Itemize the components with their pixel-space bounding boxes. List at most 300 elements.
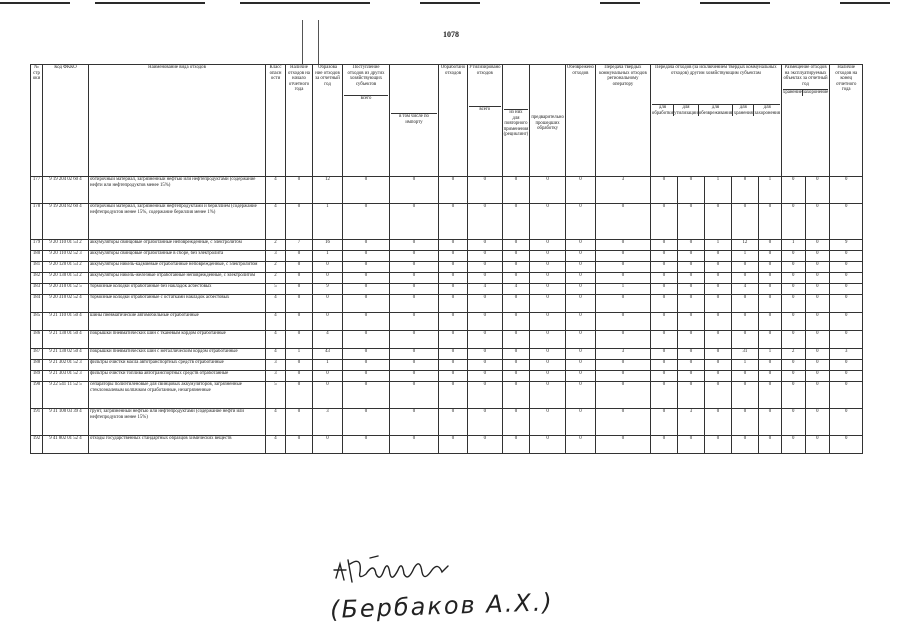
value-cell: 0 xyxy=(390,273,439,284)
header-t-process: для обработки xyxy=(651,105,674,116)
table-row xyxy=(31,371,863,382)
value-cell: 43 xyxy=(313,349,343,360)
header-utilized-pre-label: предварительно прошедших обработку xyxy=(531,115,564,132)
value-cell: 0 xyxy=(343,382,390,409)
header-received-total xyxy=(343,65,390,177)
table-row xyxy=(31,240,863,251)
value-cell: 0 xyxy=(286,371,313,382)
row-number: 181 xyxy=(31,262,43,273)
value-cell: 0 xyxy=(677,262,704,273)
value-cell: 0 xyxy=(805,273,830,284)
header-received-total-label: всего xyxy=(344,95,388,102)
value-cell: 0 xyxy=(313,436,343,454)
value-cell: 0 xyxy=(502,409,530,436)
waste-name: покрышки пневматических шин с металлическим кордом отработанные xyxy=(89,349,266,360)
value-cell: 0 xyxy=(677,331,704,349)
value-cell: 0 xyxy=(805,331,830,349)
header-name: Наименование вида отходов xyxy=(89,65,266,177)
table-row xyxy=(31,382,863,409)
value-cell: 0 xyxy=(565,240,595,251)
value-cell: 0 xyxy=(468,177,503,204)
fkko-code: 9 22 541 11 52 5 xyxy=(43,382,89,409)
table-row xyxy=(31,177,863,204)
header-utilized-reuse-label: для повторного применения (рециклинг) xyxy=(503,115,529,138)
value-cell: 0 xyxy=(343,177,390,204)
value-cell: 0 xyxy=(704,295,731,313)
value-cell: 0 xyxy=(731,262,758,273)
value-cell: 0 xyxy=(439,240,468,251)
value-cell: 0 xyxy=(650,349,677,360)
fkko-code: 9 31 100 03 39 4 xyxy=(43,409,89,436)
fkko-code: 9 20 110 02 52 3 xyxy=(43,251,89,262)
value-cell: 1 xyxy=(731,360,758,371)
value-cell: 0 xyxy=(781,177,805,204)
value-cell: 0 xyxy=(595,436,650,454)
value-cell: 0 xyxy=(502,240,530,251)
header-received: Поступление отходов из других хозяйствующих субъектов xyxy=(347,65,385,87)
value-cell: 0 xyxy=(439,331,468,349)
value-cell: 0 xyxy=(704,204,731,240)
fkko-code: 9 21 130 01 50 4 xyxy=(43,331,89,349)
header-class: Класс опасн ости xyxy=(266,65,286,177)
value-cell: 0 xyxy=(781,331,805,349)
value-cell: 0 xyxy=(530,382,566,409)
value-cell: 0 xyxy=(502,331,530,349)
row-number: 192 xyxy=(31,436,43,454)
value-cell: 0 xyxy=(343,371,390,382)
table-row xyxy=(31,360,863,371)
value-cell: 0 xyxy=(758,360,781,371)
value-cell: 7 xyxy=(286,240,313,251)
waste-name: аккумуляторы свинцовые отработанные неповрежденные, с электролитом xyxy=(89,240,266,251)
value-cell: 0 xyxy=(805,295,830,313)
value-cell: 0 xyxy=(758,295,781,313)
waste-name: фильтры очистки топлива автотранспортных средств отработанные xyxy=(89,371,266,382)
fkko-code: 9 20 310 01 52 5 xyxy=(43,284,89,295)
value-cell: 0 xyxy=(677,273,704,284)
value-cell: 0 xyxy=(530,436,566,454)
value-cell: 0 xyxy=(286,295,313,313)
value-cell: 0 xyxy=(565,331,595,349)
header-code: Код ФККО xyxy=(43,65,89,177)
value-cell: 0 xyxy=(731,436,758,454)
value-cell: 0 xyxy=(468,295,503,313)
value-cell: 0 xyxy=(530,313,566,331)
value-cell: 0 xyxy=(595,204,650,240)
value-cell: 0 xyxy=(805,240,830,251)
header-utilized: Утилизировано отходов xyxy=(469,65,501,76)
header-placed-label: Размещение отходов на эксплуатируемых объектах за отчетный год xyxy=(783,65,828,87)
value-cell: 0 xyxy=(390,331,439,349)
value-cell: 3 xyxy=(677,409,704,436)
row-number: 184 xyxy=(31,295,43,313)
value-cell: 0 xyxy=(530,349,566,360)
value-cell: 3 xyxy=(595,177,650,204)
value-cell: 0 xyxy=(805,262,830,273)
value-cell: 0 xyxy=(468,371,503,382)
value-cell: 0 xyxy=(565,360,595,371)
value-cell: 0 xyxy=(439,251,468,262)
value-cell: 3 xyxy=(266,371,286,382)
value-cell: 0 xyxy=(565,382,595,409)
value-cell: 0 xyxy=(313,295,343,313)
value-cell: 0 xyxy=(595,240,650,251)
value-cell: 0 xyxy=(565,295,595,313)
value-cell: 1 xyxy=(731,251,758,262)
top-rule-5 xyxy=(600,2,640,4)
value-cell: 0 xyxy=(502,360,530,371)
value-cell: 0 xyxy=(677,313,704,331)
value-cell: 0 xyxy=(530,371,566,382)
row-number: 191 xyxy=(31,409,43,436)
top-rule-1 xyxy=(0,2,70,4)
value-cell: 0 xyxy=(595,262,650,273)
waste-name: фильтры очистки масла автотранспортных средств отработанные xyxy=(89,360,266,371)
value-cell: 0 xyxy=(704,284,731,295)
value-cell: 0 xyxy=(758,273,781,284)
value-cell: 0 xyxy=(439,349,468,360)
value-cell: 0 xyxy=(781,262,805,273)
value-cell: 0 xyxy=(565,313,595,331)
value-cell: 0 xyxy=(468,262,503,273)
value-cell: 8 xyxy=(731,177,758,204)
value-cell: 0 xyxy=(502,382,530,409)
value-cell: 0 xyxy=(565,251,595,262)
value-cell: 3 xyxy=(266,360,286,371)
fkko-code: 9 20 110 01 53 2 xyxy=(43,240,89,251)
header-utilized-total-label: всего xyxy=(469,106,501,113)
value-cell: 0 xyxy=(286,436,313,454)
value-cell: 0 xyxy=(565,177,595,204)
value-cell: 0 xyxy=(439,371,468,382)
value-cell: 0 xyxy=(781,284,805,295)
waste-name: обтирочный материал, загрязненный нефтепродуктами и бериллием (содержание нефтепродуктов менее 15%, содержание бериллия менее 1%) xyxy=(89,204,266,240)
value-cell: 0 xyxy=(343,436,390,454)
top-rule-2 xyxy=(95,2,205,4)
value-cell: 0 xyxy=(650,273,677,284)
value-cell: 0 xyxy=(390,177,439,204)
value-cell: 4 xyxy=(266,204,286,240)
value-cell: 0 xyxy=(390,295,439,313)
value-cell: 0 xyxy=(650,331,677,349)
waste-table xyxy=(30,64,863,454)
value-cell: 0 xyxy=(439,262,468,273)
value-cell: 0 xyxy=(704,349,731,360)
value-cell: 0 xyxy=(758,382,781,409)
value-cell: 0 xyxy=(805,349,830,360)
value-cell: 0 xyxy=(758,313,781,331)
value-cell: 0 xyxy=(758,331,781,349)
value-cell: 0 xyxy=(343,313,390,331)
waste-name: аккумуляторы свинцовые отработанные в сборе, без электролита xyxy=(89,251,266,262)
value-cell: 0 xyxy=(731,204,758,240)
value-cell: 0 xyxy=(731,382,758,409)
value-cell: 0 xyxy=(313,313,343,331)
row-number: 183 xyxy=(31,284,43,295)
value-cell: 0 xyxy=(565,273,595,284)
value-cell: 0 xyxy=(650,382,677,409)
waste-name: аккумуляторы никель-железные отработанные неповрежденные, с электролитом xyxy=(89,273,266,284)
header-p-bury: захоронение xyxy=(802,90,829,96)
value-cell: 0 xyxy=(758,436,781,454)
value-cell: 0 xyxy=(781,251,805,262)
waste-name: грунт, загрязненный нефтью или нефтепродуктами (содержание нефти или нефтепродуктов менее 15%) xyxy=(89,409,266,436)
row-number: 180 xyxy=(31,251,43,262)
value-cell: 0 xyxy=(530,284,566,295)
header-transfer xyxy=(650,65,781,177)
waste-name: аккумуляторы никель-кадмиевые отработанные неповрежденные, с электролитом xyxy=(89,262,266,273)
value-cell: 0 xyxy=(830,313,863,331)
value-cell: 0 xyxy=(677,436,704,454)
waste-name: покрышки пневматических шин с тканевым кордом отработанные xyxy=(89,331,266,349)
value-cell: 4 xyxy=(731,284,758,295)
value-cell: 0 xyxy=(502,273,530,284)
header-regional: Передача твердых коммунальных отходов региональному оператору xyxy=(595,65,650,177)
row-number: 186 xyxy=(31,331,43,349)
value-cell: 0 xyxy=(704,313,731,331)
value-cell: 0 xyxy=(677,360,704,371)
header-t-util: для утилизации xyxy=(674,105,698,116)
value-cell: 0 xyxy=(468,313,503,331)
value-cell: 0 xyxy=(677,295,704,313)
value-cell: 4 xyxy=(266,349,286,360)
table-row xyxy=(31,436,863,454)
value-cell: 0 xyxy=(704,360,731,371)
value-cell: 0 xyxy=(704,273,731,284)
value-cell: 0 xyxy=(758,251,781,262)
value-cell: 0 xyxy=(704,382,731,409)
value-cell: 0 xyxy=(502,313,530,331)
table-row xyxy=(31,204,863,240)
value-cell: 1 xyxy=(286,349,313,360)
value-cell: 0 xyxy=(343,273,390,284)
handwritten-signature xyxy=(330,552,480,592)
value-cell: 1 xyxy=(313,251,343,262)
header-processed: Обработано отходов xyxy=(439,65,468,177)
value-cell: 0 xyxy=(677,204,704,240)
header-placed xyxy=(781,65,829,177)
value-cell: 0 xyxy=(439,436,468,454)
value-cell: 0 xyxy=(830,273,863,284)
value-cell: 0 xyxy=(758,262,781,273)
header-t-bury: для захоронения xyxy=(754,105,780,116)
value-cell: 0 xyxy=(468,273,503,284)
table-row xyxy=(31,273,863,284)
value-cell: 4 xyxy=(313,331,343,349)
value-cell: 0 xyxy=(805,360,830,371)
value-cell: 1 xyxy=(704,177,731,204)
value-cell: 0 xyxy=(781,409,805,436)
value-cell: 4 xyxy=(266,331,286,349)
waste-name: тормозные колодки отработанные без накладок асбестовых xyxy=(89,284,266,295)
waste-name: шины пневматические автомобильные отработанные xyxy=(89,313,266,331)
value-cell: 0 xyxy=(439,313,468,331)
row-number: 189 xyxy=(31,371,43,382)
value-cell: 0 xyxy=(286,409,313,436)
value-cell: 0 xyxy=(758,204,781,240)
value-cell: 0 xyxy=(830,251,863,262)
value-cell: 0 xyxy=(830,331,863,349)
value-cell: 0 xyxy=(781,360,805,371)
value-cell: 0 xyxy=(343,284,390,295)
value-cell: 0 xyxy=(830,371,863,382)
value-cell: 0 xyxy=(286,313,313,331)
value-cell: 4 xyxy=(468,284,503,295)
waste-name: обтирочный материал, загрязненный нефтью или нефтепродуктами (содержание нефти или нефтепродуктов менее 15%) xyxy=(89,177,266,204)
value-cell: 0 xyxy=(758,409,781,436)
value-cell: 0 xyxy=(468,204,503,240)
header-received-import xyxy=(390,65,439,177)
value-cell: 0 xyxy=(468,382,503,409)
value-cell: 0 xyxy=(595,273,650,284)
value-cell: 0 xyxy=(781,204,805,240)
header-received-import-label: в том числе по импорту xyxy=(391,113,437,125)
value-cell: 0 xyxy=(390,251,439,262)
value-cell: 0 xyxy=(390,382,439,409)
fkko-code: 9 21 110 01 50 4 xyxy=(43,313,89,331)
value-cell: 1 xyxy=(313,360,343,371)
value-cell: 2 xyxy=(266,273,286,284)
row-number: 188 xyxy=(31,360,43,371)
binding-mark-2 xyxy=(318,20,319,64)
value-cell: 0 xyxy=(704,331,731,349)
value-cell: 0 xyxy=(595,382,650,409)
value-cell: 0 xyxy=(731,295,758,313)
value-cell: 0 xyxy=(530,262,566,273)
value-cell: 0 xyxy=(530,251,566,262)
value-cell: 0 xyxy=(830,436,863,454)
value-cell: 0 xyxy=(390,313,439,331)
value-cell: 0 xyxy=(650,240,677,251)
value-cell: 0 xyxy=(439,284,468,295)
value-cell: 0 xyxy=(650,177,677,204)
value-cell: 0 xyxy=(502,295,530,313)
fkko-code: 9 20 120 01 53 2 xyxy=(43,262,89,273)
value-cell: 0 xyxy=(468,240,503,251)
value-cell: 0 xyxy=(468,409,503,436)
value-cell: 0 xyxy=(343,409,390,436)
table-row xyxy=(31,251,863,262)
value-cell: 0 xyxy=(565,349,595,360)
value-cell: 0 xyxy=(390,409,439,436)
value-cell: 12 xyxy=(731,240,758,251)
value-cell: 0 xyxy=(650,204,677,240)
value-cell: 0 xyxy=(595,313,650,331)
value-cell: 0 xyxy=(343,360,390,371)
table-row xyxy=(31,313,863,331)
value-cell: 0 xyxy=(439,409,468,436)
value-cell: 0 xyxy=(677,284,704,295)
value-cell: 0 xyxy=(650,295,677,313)
value-cell: 0 xyxy=(677,382,704,409)
header-num: № стр оки xyxy=(31,65,43,177)
value-cell: 0 xyxy=(805,204,830,240)
value-cell: 0 xyxy=(286,204,313,240)
value-cell: 0 xyxy=(390,262,439,273)
value-cell: 0 xyxy=(390,371,439,382)
value-cell: 0 xyxy=(530,331,566,349)
value-cell: 0 xyxy=(650,284,677,295)
value-cell: 0 xyxy=(677,251,704,262)
value-cell: 0 xyxy=(565,204,595,240)
row-number: 178 xyxy=(31,204,43,240)
value-cell: 0 xyxy=(781,382,805,409)
value-cell: 0 xyxy=(286,331,313,349)
header-p-store: хранение xyxy=(782,90,802,96)
value-cell: 0 xyxy=(650,262,677,273)
value-cell: 0 xyxy=(677,349,704,360)
fkko-code: 9 41 802 01 52 4 xyxy=(43,436,89,454)
header-utilized-total xyxy=(468,65,503,177)
value-cell: 0 xyxy=(704,409,731,436)
value-cell: 2 xyxy=(266,240,286,251)
value-cell: 0 xyxy=(390,349,439,360)
fkko-code: 9 20 310 02 52 4 xyxy=(43,295,89,313)
value-cell: 2 xyxy=(781,349,805,360)
fkko-code: 9 19 204 82 60 4 xyxy=(43,204,89,240)
page-number: 1078 xyxy=(443,30,459,39)
value-cell: 0 xyxy=(595,251,650,262)
value-cell: 0 xyxy=(502,436,530,454)
fkko-code: 9 19 204 02 60 4 xyxy=(43,177,89,204)
value-cell: 0 xyxy=(595,360,650,371)
value-cell: 0 xyxy=(343,251,390,262)
top-rule-6 xyxy=(700,2,770,4)
value-cell: 0 xyxy=(650,251,677,262)
value-cell: 0 xyxy=(781,436,805,454)
value-cell: 0 xyxy=(830,295,863,313)
value-cell: 0 xyxy=(286,284,313,295)
value-cell: 0 xyxy=(439,273,468,284)
value-cell: 0 xyxy=(530,204,566,240)
header-utilized-reuse xyxy=(502,65,530,177)
value-cell: 0 xyxy=(704,251,731,262)
table-row xyxy=(31,295,863,313)
value-cell: 3 xyxy=(830,349,863,360)
waste-name: тормозные колодки отработанные с остатками накладок асбестовых xyxy=(89,295,266,313)
value-cell: 0 xyxy=(830,204,863,240)
value-cell: 1 xyxy=(758,177,781,204)
value-cell: 0 xyxy=(439,295,468,313)
value-cell: 0 xyxy=(530,240,566,251)
table-body xyxy=(31,177,863,454)
value-cell: 0 xyxy=(805,251,830,262)
header-row xyxy=(31,65,863,177)
value-cell: 0 xyxy=(704,436,731,454)
value-cell: 0 xyxy=(390,360,439,371)
value-cell: 0 xyxy=(530,273,566,284)
value-cell: 0 xyxy=(731,331,758,349)
value-cell: 0 xyxy=(595,409,650,436)
value-cell: 0 xyxy=(343,295,390,313)
value-cell: 1 xyxy=(781,240,805,251)
value-cell: 1 xyxy=(313,204,343,240)
value-cell: 0 xyxy=(313,382,343,409)
value-cell: 0 xyxy=(704,371,731,382)
value-cell: 0 xyxy=(805,436,830,454)
value-cell: 0 xyxy=(530,409,566,436)
signature-name: (Бербаков А.Х.) xyxy=(329,588,555,624)
value-cell: 0 xyxy=(677,240,704,251)
value-cell: 0 xyxy=(343,240,390,251)
value-cell: 0 xyxy=(805,284,830,295)
table-row xyxy=(31,349,863,360)
row-number: 179 xyxy=(31,240,43,251)
header-start: Наличие отходов на начало отчетного года xyxy=(286,65,313,177)
value-cell: 0 xyxy=(830,382,863,409)
header-formed: Образова ние отходов за отчетный год xyxy=(313,65,343,177)
value-cell: 4 xyxy=(266,436,286,454)
